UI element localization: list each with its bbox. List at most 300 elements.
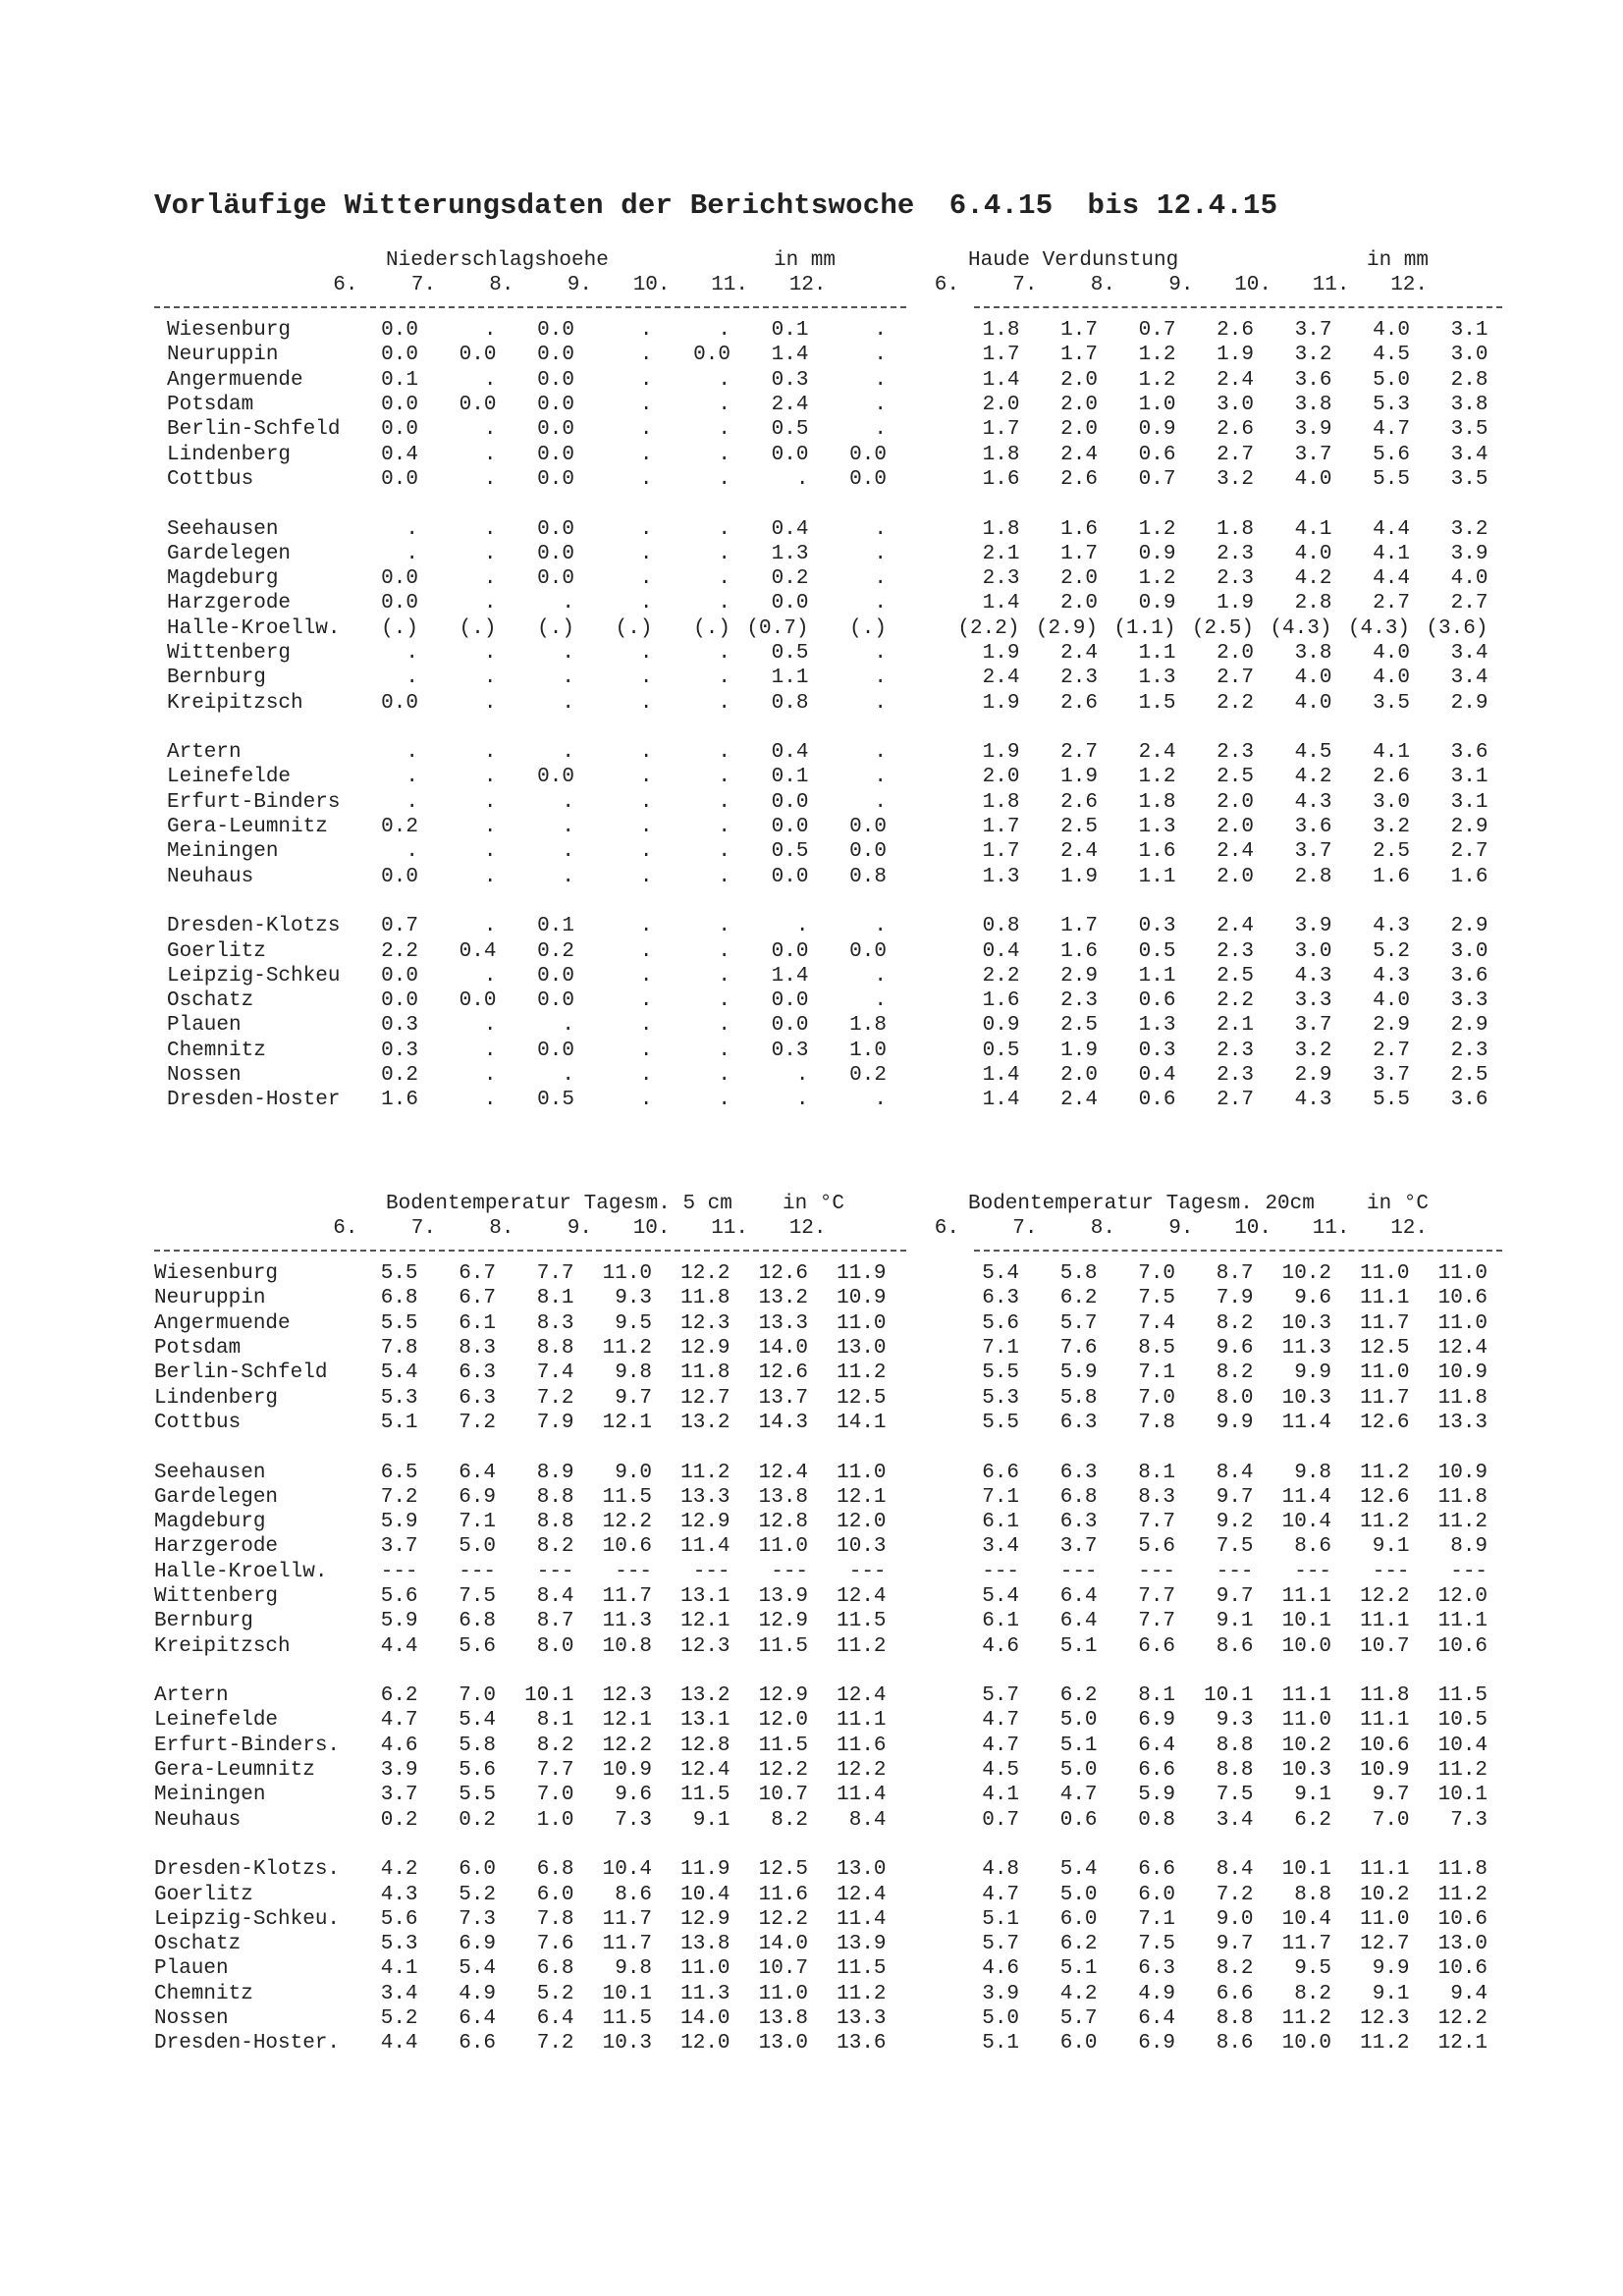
value-cell: 4.0 <box>1373 642 1410 665</box>
station-name: Bernburg <box>154 1610 253 1633</box>
station-row <box>154 938 1488 963</box>
value-cell: 0.0 <box>849 467 887 491</box>
value-cell: 7.8 <box>536 1907 574 1931</box>
value-cell: 10.3 <box>1281 1386 1332 1410</box>
value-cell: 1.9 <box>1060 1039 1098 1062</box>
station-name: Harzgerode <box>167 592 292 615</box>
value-cell: 10.9 <box>1437 1362 1488 1385</box>
value-cell: 10.6 <box>602 1535 653 1559</box>
value-cell: (1.1) <box>1113 616 1176 640</box>
day-header: 9. <box>1168 274 1194 296</box>
day-header: 9. <box>567 1217 592 1240</box>
station-row <box>154 1460 1488 1484</box>
station-row <box>154 1485 1488 1510</box>
value-cell: 0.2 <box>849 1064 887 1088</box>
value-cell: 11.2 <box>1360 1511 1410 1534</box>
station-row <box>154 1088 1488 1112</box>
value-cell: . <box>406 840 418 864</box>
value-cell: . <box>639 741 653 765</box>
column-spacer <box>887 690 942 715</box>
value-cell: 8.3 <box>1138 1485 1176 1509</box>
value-cell: 12.0 <box>758 1709 809 1733</box>
value-cell: 0.7 <box>381 915 418 938</box>
value-cell: 2.3 <box>1060 989 1098 1013</box>
value-cell: 8.2 <box>1216 1362 1254 1385</box>
station-row <box>154 1063 1488 1088</box>
value-cell: 3.7 <box>1373 1064 1410 1088</box>
day-header: 8. <box>489 274 514 296</box>
value-cell: 12.1 <box>602 1709 653 1733</box>
station-name: Lindenberg <box>154 1386 279 1410</box>
value-cell: 0.0 <box>381 989 418 1013</box>
value-cell: 11.4 <box>837 1784 887 1807</box>
column-spacer <box>887 1286 942 1310</box>
value-cell: 0.9 <box>1138 592 1176 615</box>
value-cell: 8.6 <box>615 1883 653 1906</box>
value-cell: 0.8 <box>1138 1808 1176 1832</box>
value-cell: (.) <box>849 616 887 640</box>
value-cell: 8.8 <box>1216 1759 1254 1783</box>
station-name: Plauen <box>154 1957 229 1981</box>
value-cell: 14.0 <box>758 1337 809 1361</box>
station-name: Magdeburg <box>167 567 279 591</box>
value-cell: 0.3 <box>381 1039 418 1062</box>
value-cell: 8.4 <box>536 1585 574 1608</box>
column-spacer <box>887 1683 942 1708</box>
value-cell: 0.0 <box>537 989 574 1013</box>
value-cell: . <box>795 915 809 938</box>
station-name: Wittenberg <box>154 1585 279 1608</box>
value-cell: 11.9 <box>680 1858 730 1882</box>
soil-temp-5cm-unit: in °C <box>783 1193 845 1215</box>
value-cell: 9.8 <box>615 1957 653 1981</box>
value-cell: 0.0 <box>381 467 418 491</box>
day-header: 11. <box>711 1217 748 1240</box>
value-cell: 2.5 <box>1217 964 1254 988</box>
value-cell: 6.1 <box>982 1511 1020 1534</box>
station-name: Goerlitz <box>167 939 266 963</box>
value-cell: 3.1 <box>1450 790 1488 814</box>
value-cell: 10.6 <box>1437 1634 1488 1658</box>
value-cell: . <box>483 567 497 591</box>
column-spacer <box>887 1734 942 1758</box>
value-cell: 0.0 <box>459 344 497 367</box>
value-cell: 0.0 <box>381 418 418 442</box>
value-cell: 5.6 <box>380 1907 418 1931</box>
value-cell: 3.5 <box>1450 418 1488 442</box>
station-row <box>154 1758 1488 1783</box>
value-cell: 10.9 <box>1360 1759 1410 1783</box>
day-header: 7. <box>410 274 436 296</box>
station-row <box>154 1385 1488 1410</box>
value-cell: (2.9) <box>1035 616 1098 640</box>
station-name: Dresden-Hoster. <box>154 2032 341 2056</box>
value-cell: 6.4 <box>536 2007 574 2031</box>
value-cell: 3.8 <box>1294 394 1332 417</box>
value-cell: 10.6 <box>1360 1734 1410 1757</box>
value-cell: 11.5 <box>680 1784 730 1807</box>
day-header: 9. <box>567 274 592 296</box>
station-name: Erfurt-Binders <box>167 790 341 814</box>
column-spacer <box>887 1460 942 1484</box>
value-cell: . <box>874 592 887 615</box>
station-name: Neuruppin <box>154 1287 266 1310</box>
value-cell: 7.1 <box>982 1485 1020 1509</box>
value-cell: 0.5 <box>537 1089 574 1112</box>
value-cell: 0.6 <box>1138 1089 1176 1112</box>
station-name: Wiesenburg <box>154 1262 279 1286</box>
soil-temp-5cm-label: Bodentemperatur Tagesm. 5 cm <box>386 1193 732 1215</box>
value-cell: 11.8 <box>1437 1386 1488 1410</box>
value-cell: 12.9 <box>680 1337 730 1361</box>
value-cell: 5.4 <box>1059 1858 1098 1882</box>
value-cell: 5.9 <box>380 1511 418 1534</box>
value-cell: 9.3 <box>1216 1709 1254 1733</box>
value-cell: 2.4 <box>1217 840 1254 864</box>
value-cell: 1.7 <box>1060 344 1098 367</box>
column-spacer <box>887 1808 942 1833</box>
value-cell: 4.3 <box>1294 1089 1332 1112</box>
day-header: 12. <box>1390 274 1428 296</box>
value-cell: 6.3 <box>1138 1957 1176 1981</box>
day-header: 12. <box>788 274 827 296</box>
station-name: Chemnitz <box>167 1039 266 1062</box>
value-cell: . <box>718 939 730 963</box>
value-cell: 13.2 <box>680 1684 730 1708</box>
day-header: 10. <box>632 1217 671 1240</box>
value-cell: . <box>639 790 653 814</box>
value-cell: 1.8 <box>982 443 1020 466</box>
value-cell: 10.4 <box>602 1858 653 1882</box>
value-cell: 4.8 <box>982 1858 1020 1882</box>
value-cell: 1.5 <box>1138 691 1176 715</box>
evaporation-label: Haude Verdunstung <box>968 249 1179 272</box>
station-name: Halle-Kroellw. <box>154 1560 328 1583</box>
value-cell: . <box>639 1089 653 1112</box>
value-cell: 13.3 <box>680 1485 730 1509</box>
value-cell: . <box>639 319 653 343</box>
value-cell: 5.5 <box>459 1784 497 1807</box>
value-cell: . <box>639 467 653 491</box>
value-cell: 2.9 <box>1450 816 1488 839</box>
value-cell: 8.5 <box>1138 1337 1176 1361</box>
value-cell: 5.1 <box>982 1907 1020 1931</box>
value-cell: 7.0 <box>459 1684 497 1708</box>
value-cell: 2.4 <box>1060 840 1098 864</box>
value-cell: 11.2 <box>1360 2032 1410 2056</box>
value-cell: 0.0 <box>771 592 809 615</box>
station-row <box>154 1013 1488 1038</box>
value-cell: 11.0 <box>1281 1709 1332 1733</box>
value-cell: . <box>874 691 887 715</box>
value-cell: 0.0 <box>537 766 574 789</box>
value-cell: 6.6 <box>1138 1759 1176 1783</box>
value-cell: 9.6 <box>1294 1287 1332 1310</box>
value-cell: 10.2 <box>1281 1262 1332 1286</box>
divider-left <box>154 306 906 308</box>
value-cell: 8.2 <box>536 1535 574 1559</box>
value-cell: . <box>718 1039 730 1062</box>
value-cell: 4.3 <box>1373 915 1410 938</box>
value-cell: 1.9 <box>1060 865 1098 888</box>
value-cell: . <box>483 840 497 864</box>
value-cell: 6.9 <box>459 1933 497 1956</box>
group-spacer <box>154 889 1488 914</box>
value-cell: --- <box>1450 1560 1488 1583</box>
value-cell: 1.3 <box>1138 816 1176 839</box>
value-cell: 13.3 <box>1437 1411 1488 1434</box>
value-cell: 8.4 <box>1216 1461 1254 1484</box>
group-spacer <box>154 492 1488 516</box>
value-cell: 4.7 <box>1373 418 1410 442</box>
value-cell: 7.9 <box>536 1411 574 1434</box>
station-name: Gera-Leumnitz <box>167 816 328 839</box>
value-cell: 0.0 <box>537 368 574 392</box>
value-cell: 0.3 <box>771 1039 809 1062</box>
value-cell: . <box>639 865 653 888</box>
value-cell: 5.0 <box>982 2007 1020 2031</box>
value-cell: 5.2 <box>536 1982 574 2005</box>
value-cell: 8.9 <box>1450 1535 1488 1559</box>
column-spacer <box>887 2031 942 2056</box>
value-cell: 4.2 <box>1294 567 1332 591</box>
value-cell: 4.0 <box>1373 667 1410 690</box>
value-cell: 5.3 <box>1373 394 1410 417</box>
value-cell: 12.6 <box>1360 1485 1410 1509</box>
day-header: 10. <box>1234 274 1271 296</box>
value-cell: 0.3 <box>771 368 809 392</box>
station-row <box>154 1336 1488 1361</box>
value-cell: 1.9 <box>982 741 1020 765</box>
value-cell: 10.6 <box>1437 1287 1488 1310</box>
station-row <box>154 591 1488 615</box>
value-cell: . <box>639 1064 653 1088</box>
column-spacer <box>887 1932 942 1956</box>
value-cell: 1.1 <box>1138 964 1176 988</box>
value-cell: . <box>795 1089 809 1112</box>
value-cell: 4.3 <box>380 1883 418 1906</box>
value-cell: 10.3 <box>1281 1759 1332 1783</box>
value-cell: . <box>483 1014 497 1038</box>
value-cell: 7.3 <box>459 1907 497 1931</box>
station-row <box>154 988 1488 1013</box>
value-cell: 0.0 <box>537 319 574 343</box>
value-cell: 11.2 <box>1281 2007 1332 2031</box>
group-spacer <box>154 716 1488 740</box>
value-cell: . <box>562 691 574 715</box>
value-cell: 2.4 <box>1217 368 1254 392</box>
value-cell: . <box>483 517 497 541</box>
value-cell: 2.2 <box>381 939 418 963</box>
day-header: 8. <box>1090 274 1115 296</box>
value-cell: . <box>483 1089 497 1112</box>
value-cell: 7.7 <box>536 1759 574 1783</box>
value-cell: 3.6 <box>1294 816 1332 839</box>
column-spacer <box>887 765 942 789</box>
value-cell: 2.0 <box>1060 592 1098 615</box>
value-cell: 12.0 <box>680 2032 730 2056</box>
value-cell: 6.0 <box>1138 1883 1176 1906</box>
value-cell: 1.1 <box>1138 642 1176 665</box>
precipitation-table <box>154 318 1488 1113</box>
station-row <box>154 839 1488 864</box>
value-cell: 11.2 <box>1437 1759 1488 1783</box>
value-cell: 0.1 <box>381 368 418 392</box>
station-row <box>154 1510 1488 1534</box>
value-cell: 3.2 <box>1450 517 1488 541</box>
value-cell: 11.2 <box>680 1461 730 1484</box>
value-cell: 9.7 <box>1216 1585 1254 1608</box>
station-row <box>154 1261 1488 1286</box>
value-cell: 8.1 <box>536 1709 574 1733</box>
value-cell: 11.1 <box>1437 1610 1488 1633</box>
value-cell: . <box>483 1064 497 1088</box>
value-cell: (.) <box>615 616 653 640</box>
value-cell: 6.2 <box>1059 1933 1098 1956</box>
value-cell: 2.6 <box>1373 766 1410 789</box>
value-cell: 11.8 <box>680 1362 730 1385</box>
value-cell: 4.2 <box>1294 766 1332 789</box>
value-cell: 12.6 <box>758 1262 809 1286</box>
column-spacer <box>887 1907 942 1932</box>
value-cell: . <box>874 517 887 541</box>
value-cell: 8.8 <box>1216 1734 1254 1757</box>
value-cell: 1.6 <box>1060 939 1098 963</box>
value-cell: 7.2 <box>380 1485 418 1509</box>
value-cell: . <box>639 642 653 665</box>
value-cell: 11.1 <box>1281 1684 1332 1708</box>
value-cell: . <box>874 394 887 417</box>
value-cell: 0.0 <box>537 542 574 565</box>
value-cell: 11.7 <box>1360 1386 1410 1410</box>
value-cell: . <box>483 592 497 615</box>
station-row <box>154 1982 1488 2006</box>
value-cell: 12.9 <box>680 1511 730 1534</box>
value-cell: 1.3 <box>982 865 1020 888</box>
value-cell: 1.2 <box>1138 368 1176 392</box>
value-cell: 11.5 <box>602 2007 653 2031</box>
station-name: Chemnitz <box>154 1982 253 2005</box>
column-spacer <box>887 1956 942 1981</box>
value-cell: 0.0 <box>537 517 574 541</box>
column-spacer <box>887 1708 942 1733</box>
value-cell: 5.1 <box>1059 1957 1098 1981</box>
value-cell: 5.4 <box>459 1957 497 1981</box>
station-row <box>154 542 1488 566</box>
column-spacer <box>887 1882 942 1906</box>
value-cell: 3.4 <box>1450 443 1488 466</box>
value-cell: 5.2 <box>380 2007 418 2031</box>
value-cell: 6.2 <box>1059 1684 1098 1708</box>
station-row <box>154 1411 1488 1435</box>
value-cell: 11.5 <box>758 1634 809 1658</box>
value-cell: 4.1 <box>982 1784 1020 1807</box>
column-spacer <box>887 368 942 393</box>
value-cell: 0.0 <box>771 790 809 814</box>
value-cell: (.) <box>459 616 497 640</box>
value-cell: . <box>562 741 574 765</box>
value-cell: . <box>483 667 497 690</box>
value-cell: 13.8 <box>758 2007 809 2031</box>
value-cell: . <box>718 915 730 938</box>
value-cell: 12.5 <box>1360 1337 1410 1361</box>
value-cell: 4.1 <box>1294 517 1332 541</box>
value-cell: 5.9 <box>380 1610 418 1633</box>
value-cell: 13.0 <box>837 1337 887 1361</box>
day-header: 7. <box>1012 1217 1038 1240</box>
value-cell: 5.5 <box>380 1311 418 1335</box>
value-cell: 14.0 <box>758 1933 809 1956</box>
column-spacer <box>887 467 942 492</box>
value-cell: 0.0 <box>849 816 887 839</box>
value-cell: 9.4 <box>1450 1982 1488 2005</box>
value-cell: 2.5 <box>1060 816 1098 839</box>
value-cell: . <box>483 964 497 988</box>
value-cell: 0.5 <box>771 840 809 864</box>
value-cell: 4.9 <box>459 1982 497 2005</box>
value-cell: 11.1 <box>1360 1709 1410 1733</box>
station-row <box>154 516 1488 541</box>
value-cell: 1.2 <box>1138 517 1176 541</box>
value-cell: 1.4 <box>771 344 809 367</box>
value-cell: 4.0 <box>1294 467 1332 491</box>
value-cell: 4.1 <box>1373 741 1410 765</box>
value-cell: 11.2 <box>1437 1883 1488 1906</box>
value-cell: 3.4 <box>1216 1808 1254 1832</box>
value-cell: 6.8 <box>459 1610 497 1633</box>
value-cell: 13.0 <box>837 1858 887 1882</box>
value-cell: 1.3 <box>771 542 809 565</box>
value-cell: 6.6 <box>459 2032 497 2056</box>
value-cell: 3.0 <box>1450 939 1488 963</box>
value-cell: 3.2 <box>1217 467 1254 491</box>
value-cell: 8.2 <box>1294 1982 1332 2005</box>
value-cell: 4.0 <box>1450 567 1488 591</box>
value-cell: 2.3 <box>1217 1039 1254 1062</box>
value-cell: 12.2 <box>758 1907 809 1931</box>
value-cell: 1.7 <box>1060 542 1098 565</box>
value-cell: . <box>718 790 730 814</box>
value-cell: 10.1 <box>602 1982 653 2005</box>
value-cell: 4.6 <box>982 1634 1020 1658</box>
value-cell: 11.0 <box>837 1311 887 1335</box>
value-cell: 2.8 <box>1294 592 1332 615</box>
station-name: Lindenberg <box>167 443 292 466</box>
value-cell: 7.5 <box>1138 1933 1176 1956</box>
station-name: Plauen <box>167 1014 242 1038</box>
value-cell: 2.4 <box>1060 642 1098 665</box>
value-cell: 2.5 <box>1217 766 1254 789</box>
column-spacer <box>887 815 942 839</box>
value-cell: 1.6 <box>1060 517 1098 541</box>
station-row <box>154 790 1488 815</box>
column-spacer <box>887 740 942 765</box>
value-cell: 3.4 <box>1450 667 1488 690</box>
value-cell: 3.5 <box>1450 467 1488 491</box>
value-cell: 1.8 <box>1217 517 1254 541</box>
value-cell: 11.0 <box>680 1957 730 1981</box>
value-cell: . <box>874 542 887 565</box>
station-name: Wittenberg <box>167 642 292 665</box>
value-cell: 6.4 <box>1138 1734 1176 1757</box>
value-cell: 5.3 <box>982 1386 1020 1410</box>
value-cell: 1.8 <box>982 790 1020 814</box>
value-cell: 5.1 <box>982 2032 1020 2056</box>
value-cell: 12.0 <box>837 1511 887 1534</box>
value-cell: 6.9 <box>459 1485 497 1509</box>
value-cell: 11.0 <box>1360 1362 1410 1385</box>
value-cell: 9.7 <box>1216 1933 1254 1956</box>
